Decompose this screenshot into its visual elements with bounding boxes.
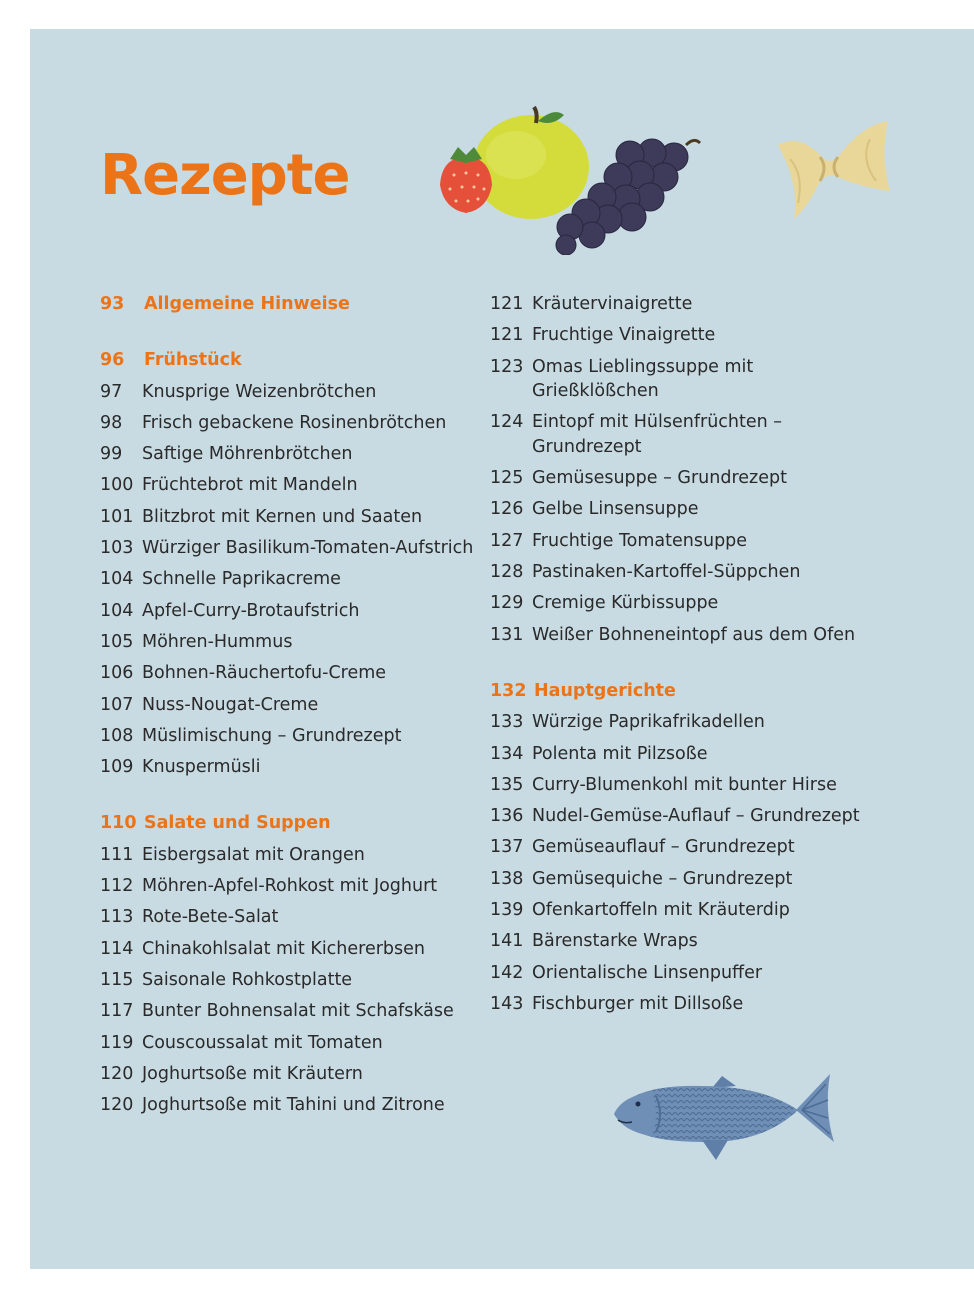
page-number: 101 — [100, 506, 134, 527]
page-number: 133 — [490, 712, 524, 733]
toc-entry — [100, 999, 480, 1024]
toc-entry — [490, 773, 870, 798]
page-number: 107 — [100, 694, 134, 715]
page-number: 117 — [100, 1001, 134, 1022]
page-number: 110 — [100, 813, 137, 834]
toc-entry — [490, 497, 870, 522]
page-number: 128 — [490, 562, 524, 583]
page-number: 120 — [100, 1063, 134, 1084]
fruit-illustration — [436, 105, 706, 255]
page-number: 143 — [490, 993, 524, 1014]
toc-entry — [100, 536, 480, 561]
entry-title: Würziger Basilikum-Tomaten-Aufstrich — [142, 538, 474, 559]
entry-title: Orientalische Linsenpuffer — [532, 962, 763, 983]
page-number: 100 — [100, 475, 134, 496]
toc-entry — [490, 292, 870, 317]
toc-entry — [100, 1062, 480, 1087]
entry-title: Gemüsesuppe – Grundrezept — [532, 468, 787, 489]
page-number: 134 — [490, 743, 524, 764]
toc-entry — [490, 355, 870, 404]
toc-entry — [100, 968, 480, 993]
page-number: 120 — [100, 1095, 134, 1116]
entry-title: Bärenstarke Wraps — [532, 931, 698, 952]
page-number: 126 — [490, 499, 524, 520]
page-number: 97 — [100, 381, 123, 402]
entry-title: Fruchtige Tomatensuppe — [532, 530, 748, 551]
page-number: 141 — [490, 931, 524, 952]
entry-title: Würzige Paprikafrikadellen — [532, 712, 765, 733]
page-number: 135 — [490, 774, 524, 795]
page-number: 96 — [100, 350, 125, 371]
entry-title: Möhren-Hummus — [142, 631, 293, 652]
toc-entry — [490, 929, 870, 954]
toc-entry — [100, 599, 480, 624]
page-number: 114 — [100, 938, 134, 959]
page-number: 93 — [100, 294, 125, 314]
page-number: 104 — [100, 600, 134, 621]
toc-entry — [490, 623, 870, 648]
entry-title: Frisch gebackene Rosinenbrötchen — [142, 412, 447, 433]
entry-title: Hauptgerichte — [534, 680, 676, 701]
page-number: 121 — [490, 325, 524, 346]
page-number: 121 — [490, 294, 524, 314]
apple-icon — [473, 107, 589, 219]
entry-title: Gemüseauflauf – Grundrezept — [532, 837, 795, 858]
page-number: 132 — [490, 680, 527, 701]
entry-title: Fruchtige Vinaigrette — [532, 325, 716, 346]
page-number: 136 — [490, 806, 524, 827]
page-number: 104 — [100, 569, 134, 590]
page-number: 119 — [100, 1032, 134, 1053]
page-number: 103 — [100, 538, 134, 559]
page-number: 106 — [100, 663, 134, 684]
section-gap — [490, 654, 870, 679]
toc-entry — [490, 591, 870, 616]
entry-title: Bunter Bohnensalat mit Schafskäse — [142, 1001, 454, 1022]
entry-title: Allgemeine Hinweise — [144, 294, 350, 314]
page-number: 137 — [490, 837, 524, 858]
toc-entry — [490, 742, 870, 767]
toc-entry — [100, 843, 480, 868]
entry-title: Möhren-Apfel-Rohkost mit Joghurt — [142, 876, 438, 897]
toc-right-column — [490, 292, 870, 1023]
page-number: 113 — [100, 907, 134, 928]
entry-title: Blitzbrot mit Kernen und Saaten — [142, 506, 423, 527]
page-number: 98 — [100, 412, 123, 433]
toc-entry — [100, 411, 480, 436]
entry-title: Curry-Blumenkohl mit bunter Hirse — [532, 774, 837, 795]
toc-entry — [490, 992, 870, 1017]
entry-title: Eisbergsalat mit Orangen — [142, 844, 365, 865]
entry-title: Couscoussalat mit Tomaten — [142, 1032, 383, 1053]
page-title: Rezepte — [100, 143, 350, 208]
entry-title: Polenta mit Pilzsoße — [532, 743, 708, 764]
page-number: 139 — [490, 900, 524, 921]
page-number: 129 — [490, 593, 524, 614]
page-number: 115 — [100, 969, 134, 990]
toc-entry — [490, 710, 870, 735]
toc-entry — [490, 560, 870, 585]
page-number: 124 — [490, 412, 524, 433]
page-number: 127 — [490, 530, 524, 551]
entry-title: Knuspermüsli — [142, 757, 261, 778]
toc-entry — [100, 380, 480, 405]
entry-title: Saftige Möhrenbrötchen — [142, 444, 353, 465]
toc-entry — [100, 874, 480, 899]
entry-title: Früchtebrot mit Mandeln — [142, 475, 358, 496]
entry-title: Saisonale Rohkostplatte — [142, 969, 353, 990]
entry-title: Rote-Bete-Salat — [142, 907, 279, 928]
toc-entry — [100, 1031, 480, 1056]
toc-left-column — [100, 292, 480, 1124]
entry-title: Weißer Bohneneintopf aus dem Ofen — [532, 624, 856, 645]
toc-entry — [100, 505, 480, 530]
toc-entry — [100, 567, 480, 592]
toc-entry — [490, 804, 870, 829]
page-number: 125 — [490, 468, 524, 489]
toc-section-heading — [100, 348, 480, 373]
toc-entry — [100, 905, 480, 930]
toc-entry — [100, 442, 480, 467]
toc-entry — [100, 473, 480, 498]
entry-title: Fischburger mit Dillsoße — [532, 993, 744, 1014]
toc-section-heading — [100, 292, 480, 317]
entry-title: Bohnen-Räuchertofu-Creme — [142, 663, 387, 684]
toc-entry — [490, 867, 870, 892]
fish-icon — [612, 1070, 837, 1165]
page-number: 123 — [490, 356, 524, 377]
entry-title: Eintopf mit Hülsenfrüchten – Grundrezept — [532, 412, 783, 457]
page-number: 138 — [490, 868, 524, 889]
entry-title: Cremige Kürbissuppe — [532, 593, 719, 614]
entry-title: Knusprige Weizenbrötchen — [142, 381, 377, 402]
entry-title: Apfel-Curry-Brotaufstrich — [142, 600, 360, 621]
page-number: 109 — [100, 757, 134, 778]
page-number: 111 — [100, 844, 134, 865]
toc-entry — [490, 898, 870, 923]
page-number: 108 — [100, 725, 134, 746]
toc-section-heading — [100, 811, 480, 836]
farfalle-pasta-icon — [770, 115, 895, 225]
toc-entry — [100, 693, 480, 718]
entry-title: Joghurtsoße mit Tahini und Zitrone — [142, 1095, 445, 1116]
toc-entry — [490, 529, 870, 554]
entry-title: Gelbe Linsensuppe — [532, 499, 699, 520]
page-number: 131 — [490, 624, 524, 645]
entry-title: Gemüsequiche – Grundrezept — [532, 868, 793, 889]
toc-entry — [490, 323, 870, 348]
toc-entry — [100, 630, 480, 655]
entry-title: Ofenkartoffeln mit Kräuterdip — [532, 900, 790, 921]
section-gap — [100, 323, 480, 348]
toc-entry — [490, 466, 870, 491]
toc-entry — [100, 661, 480, 686]
entry-title: Kräutervinaigrette — [532, 294, 693, 314]
toc-entry — [100, 755, 480, 780]
toc-entry — [490, 961, 870, 986]
toc-section-heading — [490, 679, 870, 704]
entry-title: Joghurtsoße mit Kräutern — [142, 1063, 363, 1084]
page-number: 99 — [100, 444, 123, 465]
page-number: 105 — [100, 631, 134, 652]
entry-title: Salate und Suppen — [144, 813, 331, 834]
entry-title: Nudel-Gemüse-Auflauf – Grundrezept — [532, 806, 860, 827]
page-number: 142 — [490, 962, 524, 983]
toc-entry — [100, 1093, 480, 1118]
entry-title: Schnelle Paprikacreme — [142, 569, 341, 590]
entry-title: Chinakohlsalat mit Kichererbsen — [142, 938, 426, 959]
entry-title: Omas Lieblingssuppe mit Grießklößchen — [532, 356, 754, 402]
entry-title: Nuss-Nougat-Creme — [142, 694, 319, 715]
toc-entry — [490, 410, 870, 459]
entry-title: Pastinaken-Kartoffel-Süppchen — [532, 562, 801, 583]
page-number: 112 — [100, 876, 134, 897]
toc-entry — [490, 835, 870, 860]
section-gap — [100, 786, 480, 811]
toc-entry — [100, 937, 480, 962]
entry-title: Frühstück — [144, 350, 242, 371]
entry-title: Müslimischung – Grundrezept — [142, 725, 402, 746]
toc-entry — [100, 724, 480, 749]
